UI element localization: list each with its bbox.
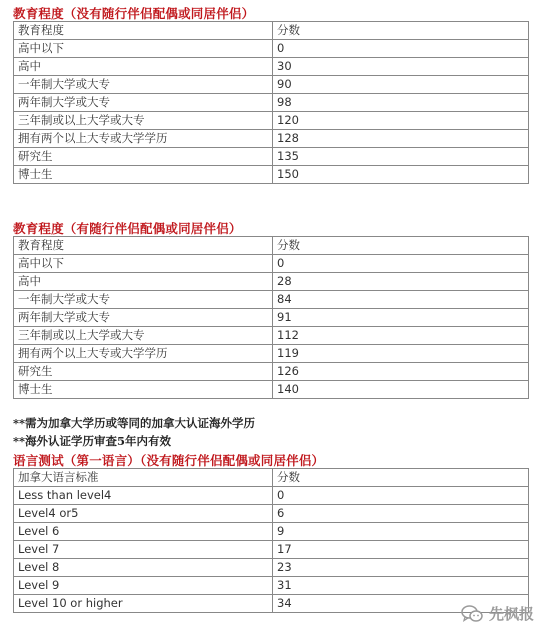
- table-row: [14, 130, 529, 148]
- section-title-education-single: 教育程度（没有随行伴侣配偶或同居伴侣）: [13, 6, 255, 21]
- row-label: Less than level4: [14, 487, 273, 505]
- footnote-eca-validity: **海外认证学历审查5年内有效: [13, 434, 172, 448]
- row-score: 30: [273, 58, 529, 76]
- row-label: 博士生: [14, 381, 273, 399]
- header-cell: 教育程度: [14, 237, 273, 255]
- row-label: 博士生: [14, 166, 273, 184]
- section-title-education-with-partner: 教育程度（有随行伴侣配偶或同居伴侣）: [13, 221, 242, 236]
- row-label: Level 10 or higher: [14, 595, 273, 613]
- education-single-table: [13, 21, 529, 184]
- table-row: [14, 523, 529, 541]
- table-row: [14, 487, 529, 505]
- header-cell: 加拿大语言标准: [14, 469, 273, 487]
- row-score: 6: [273, 505, 529, 523]
- watermark: [461, 603, 534, 624]
- table-row: [14, 94, 529, 112]
- row-score: 0: [273, 40, 529, 58]
- table-row: [14, 505, 529, 523]
- row-score: 0: [273, 255, 529, 273]
- row-score: 150: [273, 166, 529, 184]
- table-row: [14, 345, 529, 363]
- row-label: 拥有两个以上大专或大学学历: [14, 130, 273, 148]
- row-label: 一年制大学或大专: [14, 291, 273, 309]
- footnote-canadian-credential: **需为加拿大学历或等同的加拿大认证海外学历: [13, 416, 256, 430]
- table-row: [14, 559, 529, 577]
- row-label: 三年制或以上大学或大专: [14, 112, 273, 130]
- table-row: [14, 595, 529, 613]
- row-label: 一年制大学或大专: [14, 76, 273, 94]
- row-label: Level 8: [14, 559, 273, 577]
- table-header-row: [14, 469, 529, 487]
- row-label: 两年制大学或大专: [14, 94, 273, 112]
- row-label: Level 7: [14, 541, 273, 559]
- row-score: 23: [273, 559, 529, 577]
- row-label: 高中: [14, 58, 273, 76]
- row-label: Level 6: [14, 523, 273, 541]
- header-cell: 分数: [273, 22, 529, 40]
- table-row: [14, 291, 529, 309]
- row-score: 112: [273, 327, 529, 345]
- table-row: [14, 58, 529, 76]
- language-test-table: [13, 468, 529, 613]
- table-row: [14, 166, 529, 184]
- row-score: 119: [273, 345, 529, 363]
- row-label: 高中以下: [14, 40, 273, 58]
- row-score: 120: [273, 112, 529, 130]
- table-row: [14, 363, 529, 381]
- row-label: 三年制或以上大学或大专: [14, 327, 273, 345]
- table-row: [14, 40, 529, 58]
- row-score: 90: [273, 76, 529, 94]
- row-score: 84: [273, 291, 529, 309]
- table-row: [14, 112, 529, 130]
- row-score: 126: [273, 363, 529, 381]
- header-cell: 分数: [273, 469, 529, 487]
- row-score: 128: [273, 130, 529, 148]
- table-row: [14, 327, 529, 345]
- row-label: Level 9: [14, 577, 273, 595]
- education-with-partner-table: [13, 236, 529, 399]
- table-header-row: [14, 237, 529, 255]
- row-score: 91: [273, 309, 529, 327]
- table-row: [14, 273, 529, 291]
- table-header-row: [14, 22, 529, 40]
- table-row: [14, 381, 529, 399]
- table-row: [14, 309, 529, 327]
- table-row: [14, 255, 529, 273]
- header-cell: 教育程度: [14, 22, 273, 40]
- row-score: 28: [273, 273, 529, 291]
- row-score: 135: [273, 148, 529, 166]
- row-score: 17: [273, 541, 529, 559]
- table-row: [14, 148, 529, 166]
- table-row: [14, 541, 529, 559]
- row-score: 9: [273, 523, 529, 541]
- row-score: 34: [273, 595, 529, 613]
- row-label: 研究生: [14, 363, 273, 381]
- row-score: 31: [273, 577, 529, 595]
- wechat-icon: [461, 605, 483, 623]
- row-score: 98: [273, 94, 529, 112]
- row-label: 拥有两个以上大专或大学学历: [14, 345, 273, 363]
- table-row: [14, 577, 529, 595]
- row-label: 两年制大学或大专: [14, 309, 273, 327]
- table-row: [14, 76, 529, 94]
- watermark-text: 先枫报: [488, 605, 534, 623]
- row-label: Level4 or5: [14, 505, 273, 523]
- section-title-language-test: 语言测试（第一语言）（没有随行伴侣配偶或同居伴侣）: [13, 453, 325, 468]
- row-score: 140: [273, 381, 529, 399]
- row-label: 高中以下: [14, 255, 273, 273]
- row-label: 高中: [14, 273, 273, 291]
- row-score: 0: [273, 487, 529, 505]
- row-label: 研究生: [14, 148, 273, 166]
- header-cell: 分数: [273, 237, 529, 255]
